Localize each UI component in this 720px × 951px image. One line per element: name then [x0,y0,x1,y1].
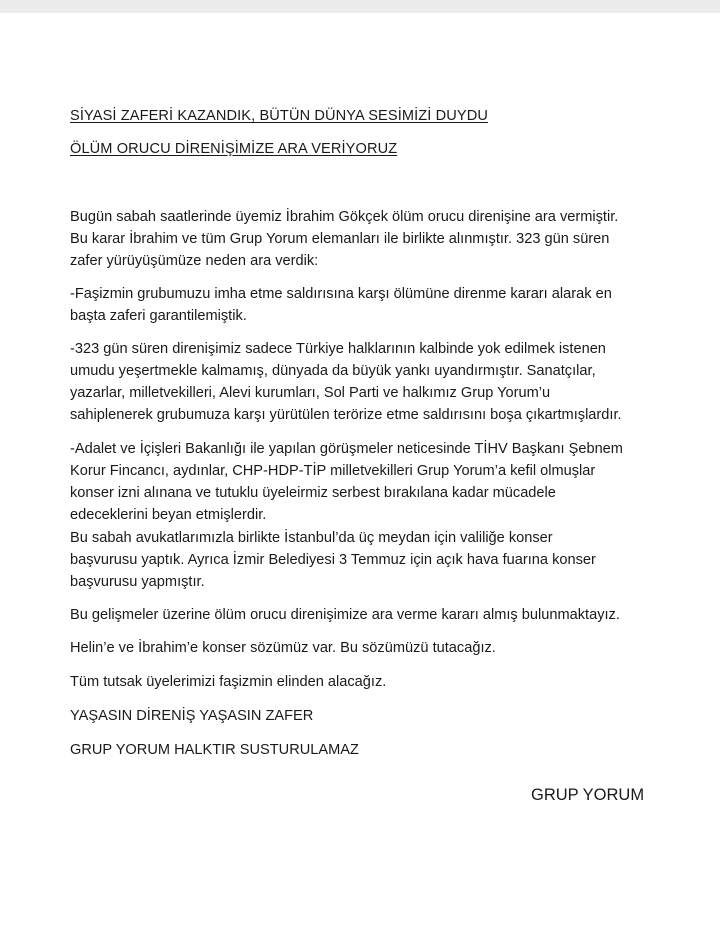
text-line: Bu gelişmeler üzerine ölüm orucu direnişimize ara verme kararı almış bulunmaktayız. [70,607,620,623]
text-line: başta zaferi garantilemiştik. [70,308,247,324]
slogan-1 [70,705,660,727]
text-line: Helin’e ve İbrahim’e konser sözümüz var. Bu sözümüzü tutacağız. [70,640,496,656]
text-line: GRUP YORUM HALKTIR SUSTURULAMAZ [70,742,359,758]
text-line: Bu karar İbrahim ve tüm Grup Yorum elemanları ile birlikte alınmıştır. 323 gün süren [70,231,610,247]
document-title: SİYASİ ZAFERİ KAZANDIK, BÜTÜN DÜNYA SESİMİZİ DUYDU [70,108,489,124]
paragraph-concert-application [70,527,660,593]
slogan-2 [70,739,660,761]
text-line: yazarlar, milletvekilleri, Alevi kurumları, Sol Parti ve halkımız Grup Yorum’u [70,385,551,401]
text-line: sahiplenerek grubumuza karşı yürütülen terörize etme saldırısını boşa çıkartmışlardır. [70,407,622,423]
text-line: zafer yürüyüşümüze neden ara verdik: [70,253,319,269]
signature: GRUP YORUM [531,786,645,804]
viewer-top-bar [0,0,720,13]
text-line: başvurusu yaptık. Ayrıca İzmir Belediyesi 3 Temmuz için açık hava fuarına konser [70,552,596,568]
text-line: konser izni alınana ve tutuklu üyeleirmiz serbest bırakılana kadar mücadele [70,485,556,501]
paragraph-fascism [70,283,660,327]
paragraph-prisoners [70,671,660,693]
document-subtitle: ÖLÜM ORUCU DİRENİŞİMİZE ARA VERİYORUZ [70,141,398,157]
text-line: başvurusu yapmıştır. [70,574,205,590]
paragraph-decision [70,604,660,626]
text-line: edeceklerini beyan etmişlerdir. [70,507,267,523]
paragraph-promise [70,637,660,659]
paragraph-ministry [70,438,660,526]
text-line: -Adalet ve İçişleri Bakanlığı ile yapılan görüşmeler neticesinde TİHV Başkanı Şebnem [70,441,623,457]
text-line: Tüm tutsak üyelerimizi faşizmin elinden alacağız. [70,674,387,690]
text-line: YAŞASIN DİRENİŞ YAŞASIN ZAFER [70,708,314,724]
text-line: Korur Fincancı, aydınlar, CHP-HDP-TİP milletvekilleri Grup Yorum’a kefil olmuşlar [70,463,596,479]
text-line: Bugün sabah saatlerinde üyemiz İbrahim Gökçek ölüm orucu direnişine ara vermiştir. [70,209,619,225]
paragraph-intro [70,206,660,272]
text-line: umudu yeşertmekle kalmamış, dünyada da büyük yankı uyandırmıştır. Sanatçılar, [70,363,596,379]
text-line: -Faşizmin grubumuzu imha etme saldırısına karşı ölümüne direnme kararı alarak en [70,286,612,302]
document-page [0,13,720,951]
paragraph-323-days [70,338,660,426]
text-line: -323 gün süren direnişimiz sadece Türkiye halklarının kalbinde yok edilmek istenen [70,341,606,357]
text-line: Bu sabah avukatlarımızla birlikte İstanbul’da üç meydan için valiliğe konser [70,530,553,546]
